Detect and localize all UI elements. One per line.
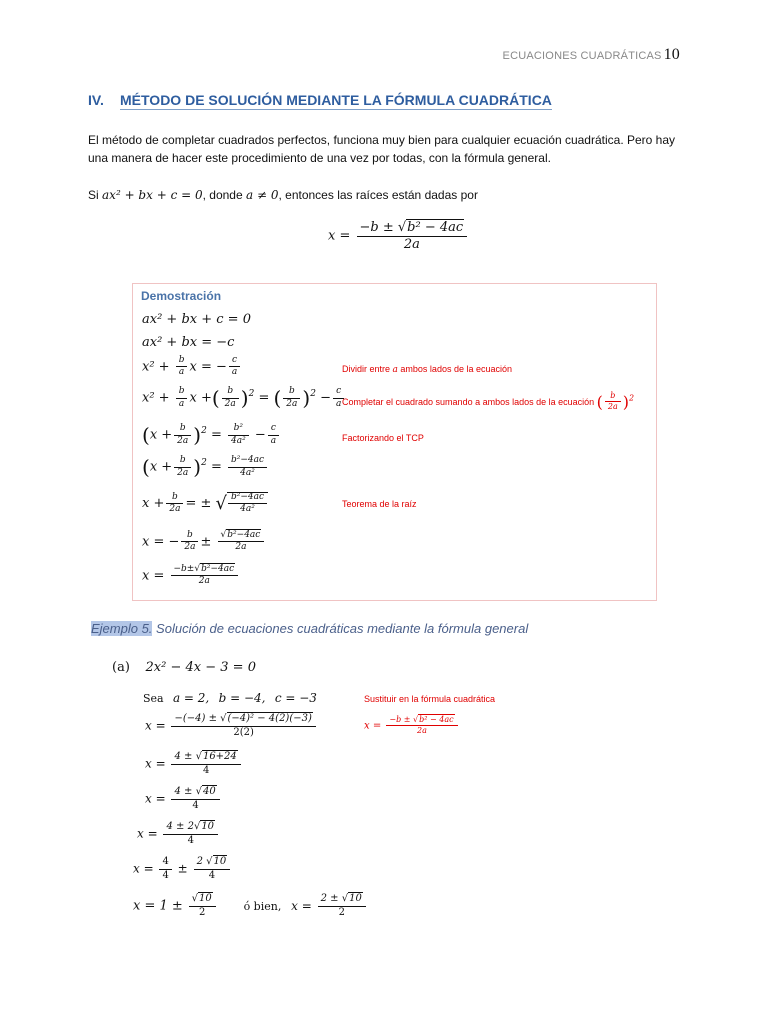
formula-numerator: −b ±: [359, 220, 394, 235]
section-number: IV.: [88, 92, 104, 108]
solution-step-2: x = $\frac{4 \pm √16+24}{4}$: [145, 752, 243, 776]
section-heading: [88, 92, 552, 108]
demonstration-title: Demostración: [141, 289, 222, 303]
formula-radicand: b² − 4ac: [407, 220, 464, 235]
solution-step-4: x = $\frac{4 \pm 2√10}{4}$: [137, 822, 220, 846]
coefficients-row: Sea a = 2, b = −4, c = −3: [143, 691, 317, 705]
quadratic-formula: x = $\frac{\text{−b ± √b² − 4ac}}{2a}$: [328, 221, 469, 251]
intro-condition: [88, 186, 688, 204]
demo-step-1: ax² + bx + c = 0: [142, 312, 251, 327]
demo-note-4: Teorema de la raíz: [342, 499, 417, 509]
intro-a-condition: a ≠ 0: [246, 188, 279, 202]
demo-step-4: x² + $\frac{b}{a}$ x +( $\frac{b}{2a}$ )$^2$ = ( $\frac{b}{2a}$ )$^2$ − $\frac{c}{a}$: [142, 386, 346, 410]
example-heading: [91, 621, 528, 636]
example-title: Solución de ecuaciones cuadráticas mediante la fórmula general: [156, 621, 529, 636]
intro-donde: , donde: [202, 188, 243, 202]
solution-step-5: x = $\frac{4}{4}$ ± $\frac{2 √10}{4}$: [133, 857, 232, 881]
running-header: [503, 46, 680, 64]
demo-step-5: (x + $\frac{b}{2a}$ )$^2$ = $\frac{\text{b²}}{\text{4a²}}$ − $\frac{c}{a}$: [142, 423, 281, 447]
demo-note-2: Completar el cuadrado sumando a ambos lados de la ecuación ( $\frac{b}{2a}$ )$^2$: [342, 391, 635, 412]
substitute-formula: x = $\frac{\text{−b ± √b² − 4ac}}{2a}$: [364, 716, 460, 736]
demo-note-1: Dividir entre a ambos lados de la ecuación: [342, 364, 512, 375]
demo-step-9: x = $\frac{\text{−b±√b²−4ac}}{2a}$: [142, 565, 240, 587]
demo-step-2: ax² + bx = −c: [142, 335, 235, 350]
solution-step-1: x = $\frac{\text{−(−4) ± √(−4)² − 4(2)(−3)}}{2(2)}$: [145, 714, 318, 738]
demo-note-3: Factorizando el TCP: [342, 433, 424, 443]
demo-step-3: x² + $\frac{b}{a}$ x = − $\frac{c}{a}$: [142, 356, 242, 378]
intro-rest: , entonces las raíces están dadas por: [278, 188, 478, 202]
formula-lhs: x =: [328, 228, 351, 244]
section-title: MÉTODO DE SOLUCIÓN MEDIANTE LA FÓRMULA CUADRÁTICA: [120, 92, 552, 108]
intro-equation: ax² + bx + c = 0: [102, 188, 203, 202]
example-item-a: [112, 659, 256, 675]
formula-denominator: 2a: [403, 236, 420, 252]
demo-step-8: x = − $\frac{b}{2a}$ ± $\frac{\text{√b²−4ac}}{2a}$: [142, 531, 266, 553]
demo-step-7: x + $\frac{b}{2a}$ = ± √ $\frac{\text{b²−4ac}}{\text{4a²}}$: [142, 492, 270, 515]
page-number: 10: [663, 46, 680, 63]
example-label: Ejemplo 5.: [91, 621, 153, 636]
substitute-note: Sustituir en la fórmula cuadrática: [364, 694, 496, 704]
intro-si: Si: [88, 188, 99, 202]
intro-paragraph: El método de completar cuadrados perfectos, funciona muy bien para cualquier ecuación cuadrática. Pero hay una manera de hacer este procedimiento de una vez por todas, con la fórmula general.: [88, 133, 676, 165]
demo-step-6: (x + $\frac{b}{2a}$ )$^2$ = $\frac{\text{b²−4ac}}{\text{4a²}}$: [142, 455, 269, 479]
example-equation: 2x² − 4x − 3 = 0: [145, 660, 256, 675]
header-title: ECUACIONES CUADRÁTICAS: [502, 50, 662, 62]
solution-step-3: x = $\frac{4 \pm √40}{4}$: [145, 787, 222, 811]
item-label: (a): [112, 660, 130, 675]
solution-step-6: x = 1 ± $\frac{√10}{2}$ ó bien, x = $\frac{2 \pm √10}{2}$: [133, 894, 368, 918]
